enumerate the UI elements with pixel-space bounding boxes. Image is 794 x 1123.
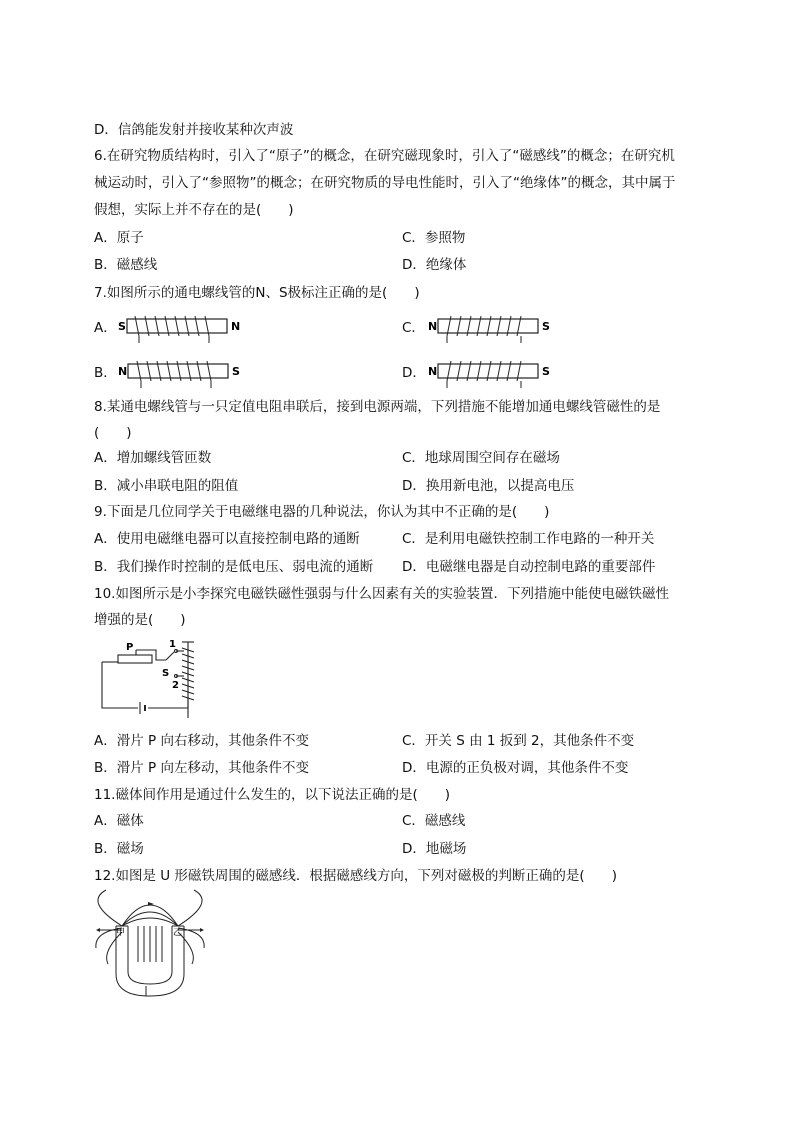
q10-stem-line2: 增强的是( ) — [94, 612, 186, 628]
q7-option-a-label[interactable]: A． — [94, 320, 117, 336]
q10-option-b[interactable]: B．滑片 P 向左移动，其他条件不变 — [94, 760, 309, 776]
q6-option-c[interactable]: C．参照物 — [402, 230, 466, 246]
q9-option-a[interactable]: A．使用电磁继电器可以直接控制电路的通断 — [94, 531, 360, 547]
q7-stem: 7.如图所示的通电螺线管的N、S极标注正确的是( ) — [94, 285, 420, 301]
q8-stem-line2: ( ) — [94, 425, 132, 441]
q10-circuit-diagram — [96, 638, 206, 720]
q7-solenoid-b — [117, 358, 247, 390]
q12-u-magnet-diagram — [94, 892, 210, 1002]
q10-fig-label-2: 2 — [172, 680, 179, 691]
q7-d-right-pole: S — [542, 365, 550, 378]
q10-fig-label-1: 1 — [169, 639, 176, 650]
q11-option-d[interactable]: D．地磁场 — [402, 841, 467, 857]
q6-stem-line3: 假想，实际上并不存在的是( ) — [94, 202, 294, 218]
q8-stem-line1: 8.某通电螺线管与一只定值电阻串联后，接到电源两端，下列措施不能增加通电螺线管磁性的是 — [94, 399, 661, 415]
q10-fig-label-p: P — [126, 642, 134, 653]
q12-right-pole-label: 乙 — [173, 928, 183, 938]
q11-option-b[interactable]: B．磁场 — [94, 841, 144, 857]
q11-option-c[interactable]: C．磁感线 — [402, 813, 466, 829]
q11-stem: 11.磁体间作用是通过什么发生的，以下说法正确的是( ) — [94, 787, 451, 803]
q6-option-d[interactable]: D．绝缘体 — [402, 257, 467, 273]
q12-left-pole-label: 甲 — [116, 928, 126, 938]
q9-option-c[interactable]: C．是利用电磁铁控制工作电路的一种开关 — [402, 531, 655, 547]
q10-option-d[interactable]: D．电源的正负极对调，其他条件不变 — [402, 760, 629, 776]
q11-option-a[interactable]: A．磁体 — [94, 813, 144, 829]
q6-stem-line2: 械运动时，引入了“参照物”的概念；在研究物质的导电性能时，引入了“绝缘体”的概念，其中属于 — [94, 175, 676, 191]
q7-c-right-pole: S — [542, 320, 550, 333]
q6-option-a[interactable]: A．原子 — [94, 230, 144, 246]
q7-b-left-pole: N — [118, 365, 128, 378]
q10-fig-label-s: S — [162, 668, 170, 679]
q10-option-a[interactable]: A．滑片 P 向右移动，其他条件不变 — [94, 733, 309, 749]
q12-stem: 12.如图是 U 形磁铁周围的磁感线．根据磁感线方向，下列对磁极的判断正确的是( ) — [94, 868, 617, 884]
q7-d-left-pole: N — [428, 365, 438, 378]
q10-option-c[interactable]: C．开关 S 由 1 扳到 2，其他条件不变 — [402, 733, 635, 749]
q6-stem-line1: 6.在研究物质结构时，引入了“原子”的概念，在研究磁现象时，引入了“磁感线”的概念；在研究机 — [94, 148, 675, 164]
q7-b-right-pole: S — [232, 365, 240, 378]
q6-option-b[interactable]: B．磁感线 — [94, 257, 158, 273]
q9-option-d[interactable]: D．电磁继电器是自动控制电路的重要部件 — [402, 559, 656, 575]
q7-option-d-label[interactable]: D． — [402, 365, 426, 381]
q5-option-d: D．信鸽能发射并接收某种次声波 — [94, 122, 294, 138]
q7-solenoid-d — [427, 358, 557, 390]
q8-option-d[interactable]: D．换用新电池，以提高电压 — [402, 478, 575, 494]
q8-option-c[interactable]: C．地球周围空间存在磁场 — [402, 450, 560, 466]
q7-solenoid-a — [117, 313, 247, 345]
q10-stem-line1: 10.如图所示是小李探究电磁铁磁性强弱与什么因素有关的实验装置．下列措施中能使电磁铁磁性 — [94, 586, 669, 602]
q8-option-a[interactable]: A．增加螺线管匝数 — [94, 450, 212, 466]
q7-a-right-pole: N — [231, 320, 241, 333]
q9-stem: 9.下面是几位同学关于电磁继电器的几种说法，你认为其中不正确的是( ) — [94, 504, 550, 520]
q7-a-left-pole: S — [118, 320, 126, 333]
q7-solenoid-c — [427, 313, 557, 345]
q8-option-b[interactable]: B．减小串联电阻的阻值 — [94, 478, 239, 494]
q9-option-b[interactable]: B．我们操作时控制的是低电压、弱电流的通断 — [94, 559, 374, 575]
q7-option-c-label[interactable]: C． — [402, 320, 425, 336]
q7-option-b-label[interactable]: B． — [94, 365, 117, 381]
q7-c-left-pole: N — [428, 320, 438, 333]
